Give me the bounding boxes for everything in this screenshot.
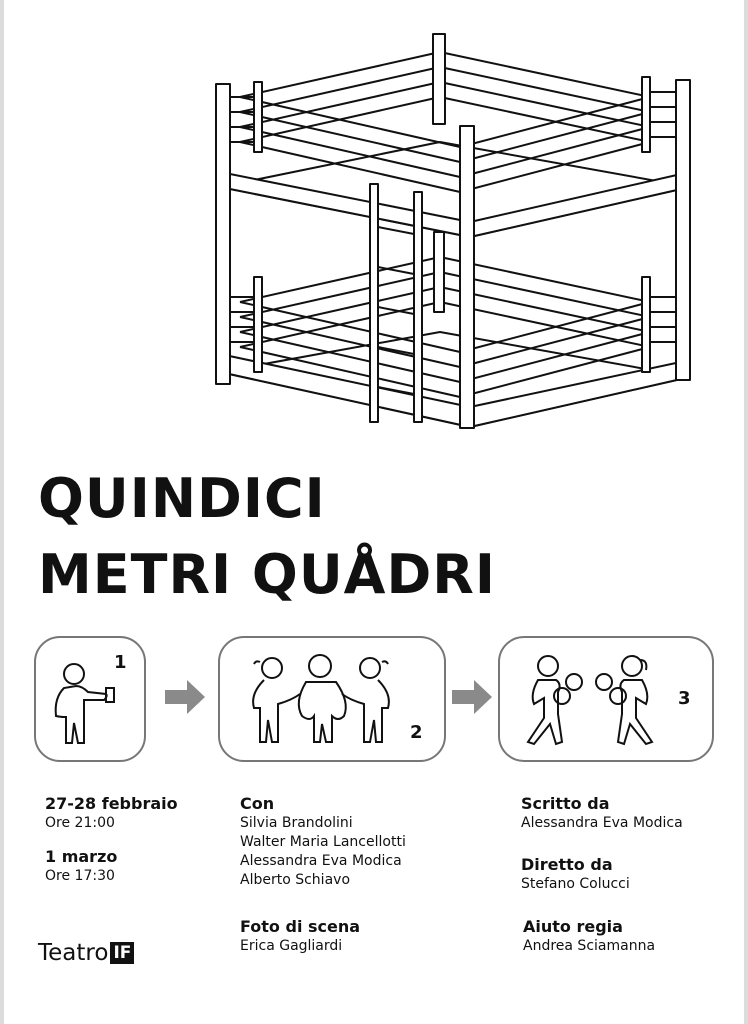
cast-member: Alessandra Eva Modica: [240, 853, 402, 869]
photo-heading: Foto di scena: [240, 917, 361, 936]
step-2-number: 2: [410, 722, 423, 743]
page-edge-left: [0, 0, 4, 1024]
step-1-number: 1: [114, 652, 127, 673]
date-1: 27-28 febbraio: [45, 794, 178, 813]
step-1-box: [34, 636, 146, 762]
assistant-heading: Aiuto regia: [523, 917, 623, 936]
director-name: Stefano Colucci: [521, 876, 630, 892]
cast-member: Silvia Brandolini: [240, 815, 353, 831]
date-2: 1 marzo: [45, 847, 118, 866]
director-heading: Diretto da: [521, 855, 613, 874]
page-edge-right: [744, 0, 748, 1024]
photo-credit-block: [240, 917, 360, 956]
cast-member: Alberto Schiavo: [240, 872, 351, 888]
title-line-1: QUINDICI: [38, 467, 326, 530]
writer-name: Alessandra Eva Modica: [521, 815, 683, 831]
arrow-right-icon: [452, 680, 492, 714]
person-with-drink-icon: [36, 638, 144, 760]
logo-box: IF: [110, 942, 134, 964]
cast-heading: Con: [240, 794, 275, 813]
step-2-box: [218, 636, 446, 762]
step-3-box: [498, 636, 714, 762]
cast-block: [240, 794, 406, 890]
title-line-2: METRI QUÅDRI: [38, 543, 496, 606]
arrow-right-icon: [165, 680, 205, 714]
teatro-if-logo: [38, 940, 134, 966]
bunk-bed-boxing-ring-illustration: [200, 22, 700, 432]
time-1: Ore 21:00: [45, 815, 115, 831]
director-block: [521, 855, 630, 894]
step-3-number: 3: [678, 688, 691, 709]
assistant-director-block: [523, 917, 655, 956]
cast-member: Walter Maria Lancellotti: [240, 834, 406, 850]
schedule-block: [45, 794, 178, 886]
time-2: Ore 17:30: [45, 868, 115, 884]
logo-word: Teatro: [38, 940, 109, 966]
photo-name: Erica Gagliardi: [240, 938, 343, 954]
assistant-name: Andrea Sciamanna: [523, 938, 656, 954]
writer-block: [521, 794, 683, 833]
writer-heading: Scritto da: [521, 794, 610, 813]
